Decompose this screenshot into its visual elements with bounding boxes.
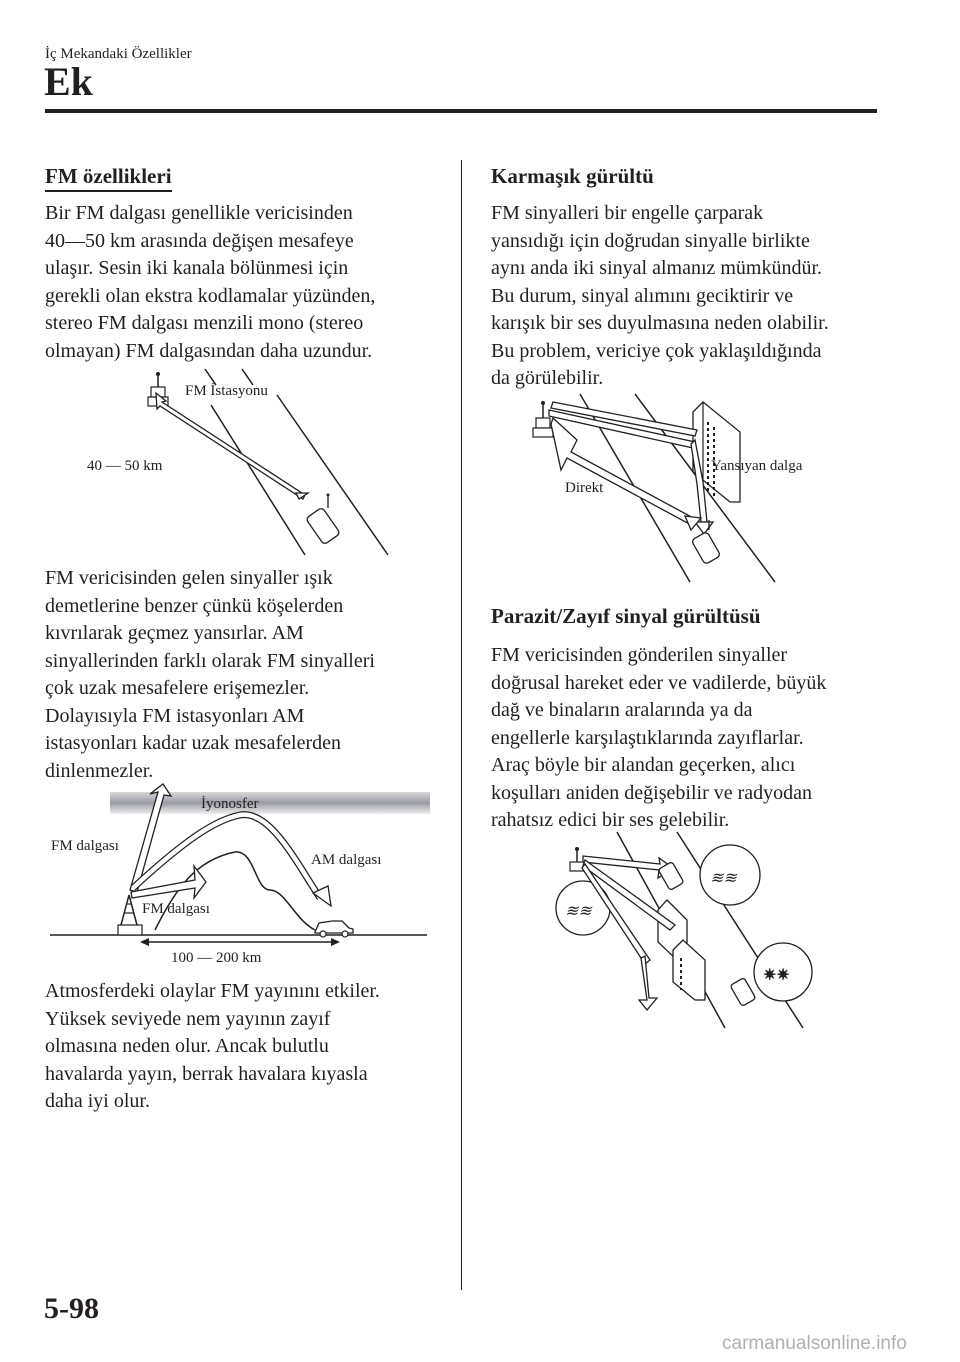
fm-features-heading: FM özellikleri xyxy=(45,164,172,192)
fm-range-figure xyxy=(70,365,400,560)
fm-features-paragraph-1: Bir FM dalgası genellikle vericisinden 40―50 km arasında değişen mesafeye ulaşır. Sesin iki kanala bölünmesi için gerekli olan ekstra kodlamalar yüzünden, stereo FM dalgası menzili mono (stereo olmayan) FM dalgasından daha uzundur. xyxy=(45,202,376,362)
page-number: 5-98 xyxy=(44,1292,99,1325)
fm-distance-label: 40 — 50 km xyxy=(87,458,163,474)
noise-scribble: ≋≋ xyxy=(710,870,737,887)
direct-wave-label: Direkt xyxy=(565,480,604,496)
noise-scribble: ≋≋ xyxy=(565,903,592,920)
chapter-title: Ek xyxy=(44,59,93,104)
fading-paragraph: FM vericisinden gönderilen sinyaller doğrusal hareket eder ve vadilerde, büyük dağ ve binaların aralarında ya da engellerle karşılaştıklarında zayıflarlar. Araç böyle bir alandan geçerken, alıcı koşulları aniden değişebilir ve radyodan rahatsız edici bir ses gelebilir. xyxy=(491,644,827,831)
multipath-figure xyxy=(525,392,845,587)
header-rule xyxy=(45,109,877,113)
column-divider xyxy=(461,160,462,1290)
multipath-heading: Karmaşık gürültü xyxy=(491,164,654,188)
watermark[interactable]: carmanualsonline.info xyxy=(722,1333,907,1354)
fading-figure xyxy=(555,830,815,1030)
radio-tower-icon xyxy=(118,895,142,935)
am-wave-label: AM dalgası xyxy=(311,852,382,868)
fm-wave-label-lower: FM dalgası xyxy=(142,901,210,917)
antenna-icon xyxy=(533,401,553,437)
breadcrumb: İç Mekandaki Özellikler xyxy=(45,46,192,62)
ionosphere-label: İyonosfer xyxy=(201,796,259,812)
reflected-wave-label: Yansıyan dalga xyxy=(711,458,803,474)
building xyxy=(658,900,705,1000)
noise-scribble: ✷✷ xyxy=(763,967,790,984)
fm-station-label: FM İstasyonu xyxy=(185,383,268,399)
fm-wave-label-upper: FM dalgası xyxy=(51,838,119,854)
fading-heading: Parazit/Zayıf sinyal gürültüsü xyxy=(491,604,761,628)
fm-am-distance-label: 100 — 200 km xyxy=(171,950,262,966)
car-icon xyxy=(730,978,756,1007)
fm-features-paragraph-2: FM vericisinden gelen sinyaller ışık demetlerine benzer çünkü köşelerden kıvrılarak geçmez yansırlar. AM sinyallerinden farklı olarak FM sinyalleri çok uzak mesafelere erişemezler. Dolayısıyla FM istasyonları AM istasyonları kadar uzak mesafelerden dinlenmezler. xyxy=(45,567,375,782)
multipath-paragraph: FM sinyalleri bir engelle çarparak yansıdığı için doğrudan sinyalle birlikte aynı anda iki sinyal almanız mümkündür. Bu durum, sinyal alımını geciktirir ve karışık bir ses duyulmasına neden olabilir. Bu problem, vericiye çok yaklaşıldığında da görülebilir. xyxy=(491,202,829,389)
ionosphere-figure xyxy=(45,780,435,970)
car-icon xyxy=(306,494,341,545)
fm-features-paragraph-3: Atmosferdeki olaylar FM yayınını etkiler. Yüksek seviyede nem yayının zayıf olmasına neden olur. Ancak bulutlu havalarda yayın, berrak havalara kıyasla daha iyi olur. xyxy=(45,980,380,1112)
